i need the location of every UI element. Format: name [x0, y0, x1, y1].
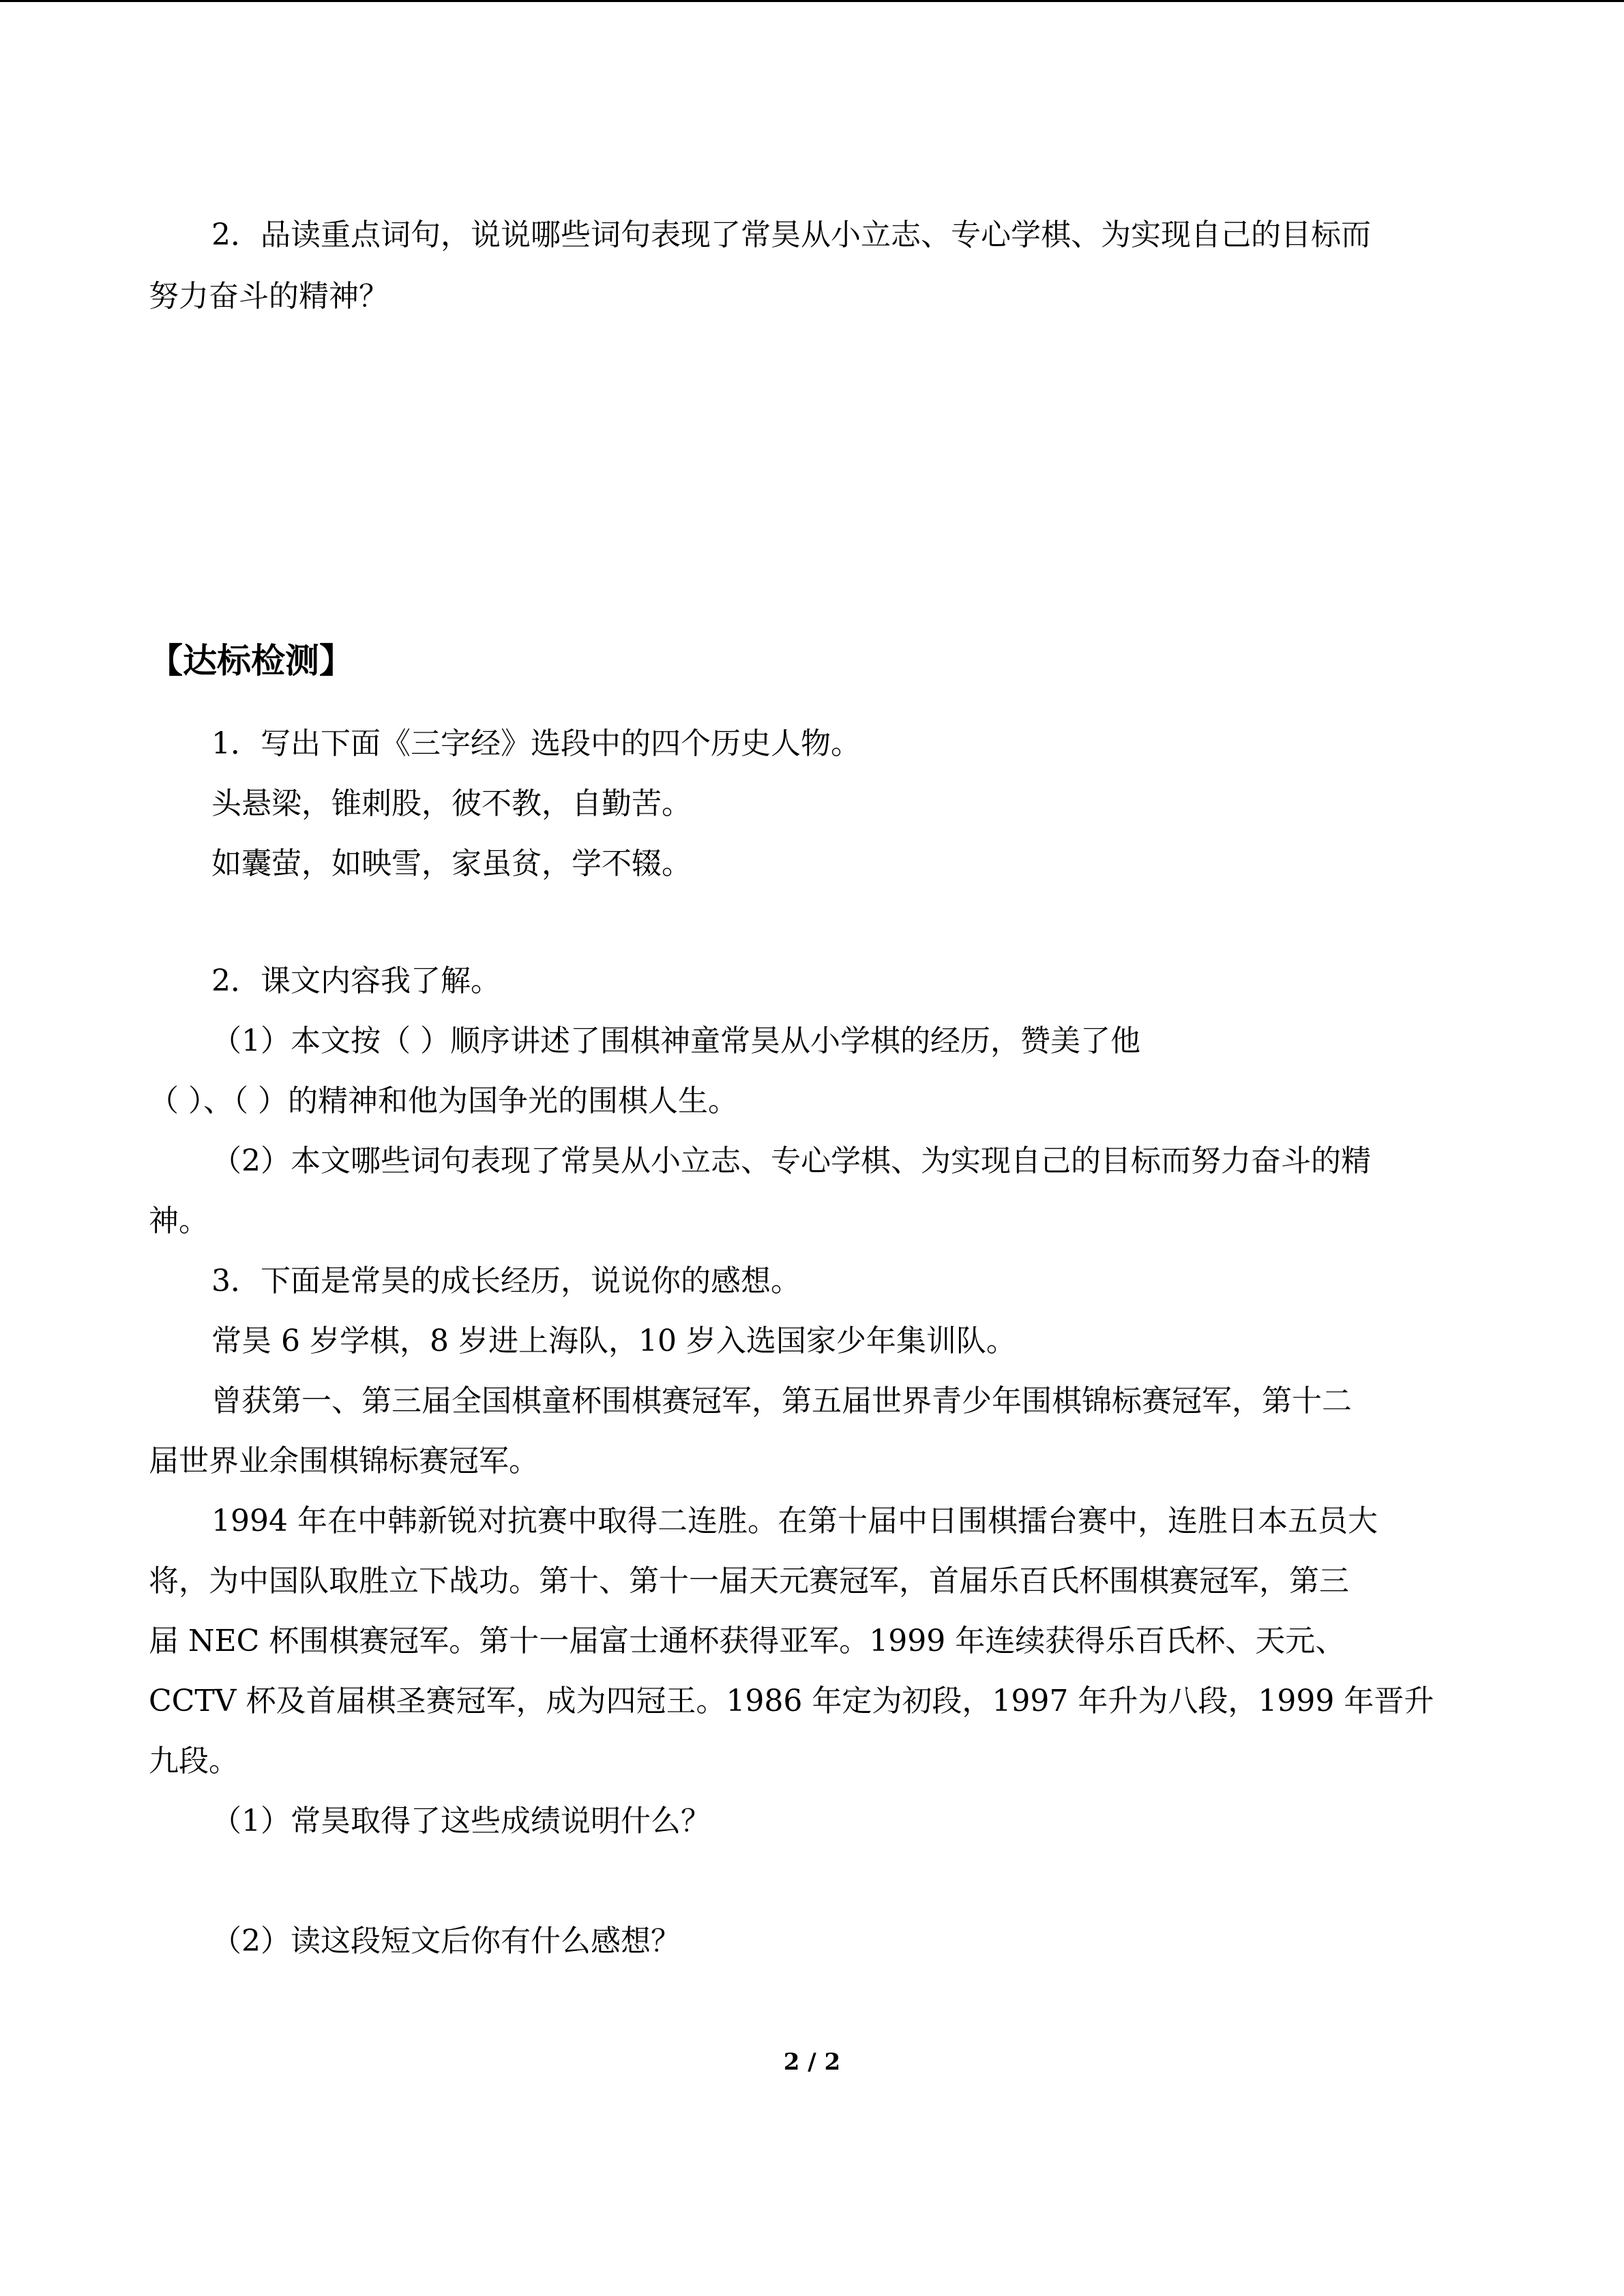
- exercise-2-sub1-line-1: （1）本文按（ ）顺序讲述了围棋神童常昊从小学棋的经历，赞美了他: [211, 1024, 1140, 1058]
- page-number: 2 / 2: [783, 2048, 841, 2076]
- exercise-1-verse-1: 头悬梁，锥刺股，彼不教，自勤苦。: [211, 786, 692, 821]
- exercise-2-sub1-line-2: （ ）、（ ）的精神和他为国争光的围棋人生。: [149, 1084, 738, 1118]
- exercise-1-prompt: 1．写出下面《三字经》选段中的四个历史人物。: [211, 726, 861, 761]
- exercise-2-sub2-line-2: 神。: [149, 1204, 209, 1238]
- top-border-line: [0, 0, 1624, 2]
- exercise-3-question-1: （1）常昊取得了这些成绩说明什么？: [211, 1804, 711, 1838]
- exercise-2-sub2-line-1: （2）本文哪些词句表现了常昊从小立志、专心学棋、为实现自己的目标而努力奋斗的精: [211, 1144, 1371, 1178]
- exercise-3-question-2: （2）读这段短文后你有什么感想？: [211, 1924, 681, 1958]
- exercise-3-paragraph-3-line-4: CCTV 杯及首届棋圣赛冠军，成为四冠王。1986 年定为初段，1997 年升为八段，1999 年晋升: [149, 1684, 1434, 1718]
- question-2-line-1: 2．品读重点词句，说说哪些词句表现了常昊从小立志、专心学棋、为实现自己的目标而: [211, 218, 1371, 252]
- question-2-line-2: 努力奋斗的精神？: [149, 279, 389, 314]
- exercise-2-prompt: 2．课文内容我了解。: [211, 964, 501, 998]
- exercise-3-paragraph-3-line-1: 1994 年在中韩新锐对抗赛中取得二连胜。在第十届中日围棋擂台赛中，连胜日本五员大: [211, 1504, 1378, 1538]
- exercise-1-verse-2: 如囊萤，如映雪，家虽贫，学不辍。: [211, 846, 692, 881]
- exercise-3-paragraph-2-line-2: 届世界业余围棋锦标赛冠军。: [149, 1444, 539, 1478]
- exercise-3-paragraph-3-line-2: 将，为中国队取胜立下战功。第十、第十一届天元赛冠军，首届乐百氏杯围棋赛冠军，第三: [149, 1564, 1349, 1598]
- exercise-3-paragraph-3-line-3: 届 NEC 杯围棋赛冠军。第十一届富士通杯获得亚军。1999 年连续获得乐百氏杯、天元、: [149, 1624, 1346, 1658]
- section-title: 【达标检测】: [149, 640, 353, 681]
- exercise-3-paragraph-1: 常昊 6 岁学棋，8 岁进上海队，10 岁入选国家少年集训队。: [211, 1324, 1016, 1358]
- exercise-3-paragraph-3-line-5: 九段。: [149, 1744, 239, 1778]
- exercise-3-prompt: 3．下面是常昊的成长经历，说说你的感想。: [211, 1264, 801, 1298]
- exercise-3-paragraph-2-line-1: 曾获第一、第三届全国棋童杯围棋赛冠军，第五届世界青少年围棋锦标赛冠军，第十二: [211, 1384, 1352, 1418]
